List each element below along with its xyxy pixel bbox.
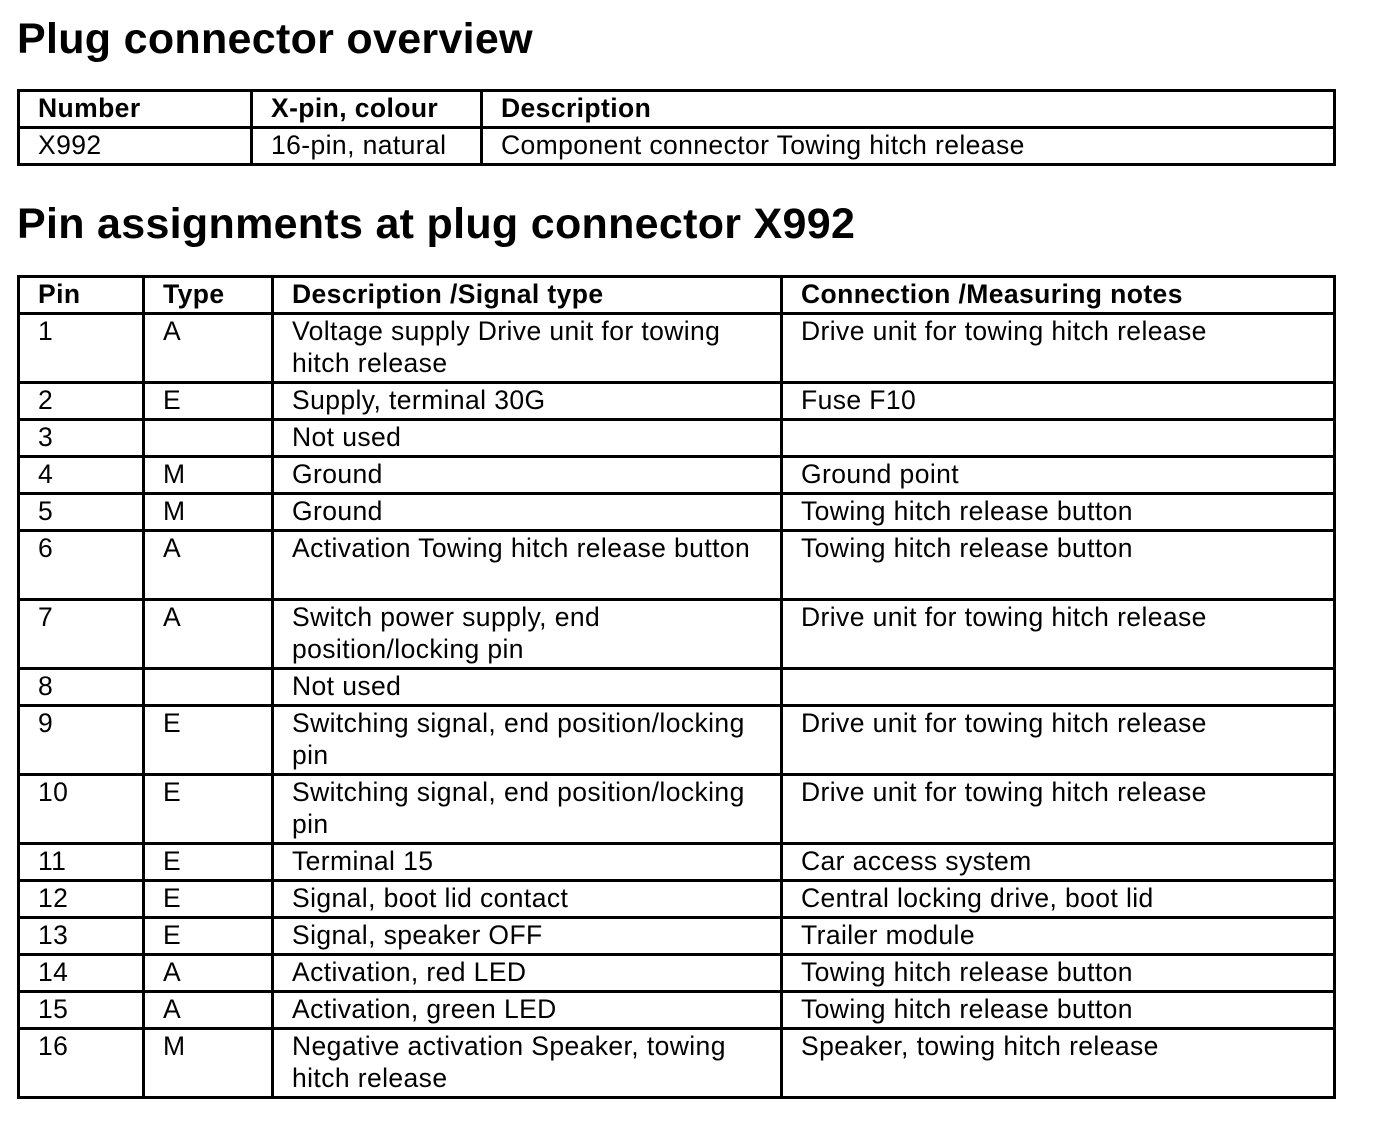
pin-description: Terminal 15 [273,844,782,881]
pin-number: 2 [19,383,144,420]
table-row [19,775,1335,844]
overview-table [17,89,1336,166]
pin-connection: Speaker, towing hitch release [782,1029,1335,1098]
pin-description: Supply, terminal 30G [273,383,782,420]
pin-number: 10 [19,775,144,844]
pin-type: M [144,457,273,494]
pin-connection: Fuse F10 [782,383,1335,420]
pin-header-type: Type [144,277,273,314]
pin-number: 1 [19,314,144,383]
pin-description: Voltage supply Drive unit for towing hitch release [273,314,782,383]
pin-connection: Drive unit for towing hitch release [782,706,1335,775]
pin-type: M [144,494,273,531]
overview-row [19,128,1335,165]
pin-type: E [144,844,273,881]
pin-connection: Drive unit for towing hitch release [782,775,1335,844]
overview-description: Component connector Towing hitch release [482,128,1335,165]
pin-description: Not used [273,669,782,706]
pin-type: E [144,918,273,955]
table-row [19,844,1335,881]
pin-type: A [144,531,273,600]
pin-number: 7 [19,600,144,669]
pin-description: Activation, red LED [273,955,782,992]
pin-type: E [144,383,273,420]
pin-header-description: Description /Signal type [273,277,782,314]
pin-connection: Central locking drive, boot lid [782,881,1335,918]
pin-type: E [144,881,273,918]
pin-description: Signal, boot lid contact [273,881,782,918]
pin-number: 4 [19,457,144,494]
table-row [19,1029,1335,1098]
pin-type: A [144,600,273,669]
pin-description: Activation Towing hitch release button [273,531,782,600]
overview-number: X992 [19,128,252,165]
overview-header-xpin: X-pin, colour [252,91,482,128]
table-row [19,706,1335,775]
overview-header-number: Number [19,91,252,128]
table-row [19,314,1335,383]
pin-number: 8 [19,669,144,706]
pin-connection: Towing hitch release button [782,531,1335,600]
table-row [19,669,1335,706]
pin-type: A [144,314,273,383]
pin-type: A [144,955,273,992]
table-row [19,600,1335,669]
pin-description: Negative activation Speaker, towing hitch release [273,1029,782,1098]
pin-description: Ground [273,494,782,531]
table-row [19,531,1335,600]
pin-number: 3 [19,420,144,457]
pin-description: Signal, speaker OFF [273,918,782,955]
pin-connection [782,669,1335,706]
pin-connection: Ground point [782,457,1335,494]
pin-number: 11 [19,844,144,881]
pin-type: A [144,992,273,1029]
table-row [19,955,1335,992]
pin-number: 5 [19,494,144,531]
pin-connection: Drive unit for towing hitch release [782,314,1335,383]
pin-connection: Towing hitch release button [782,494,1335,531]
table-row [19,992,1335,1029]
pin-connection: Drive unit for towing hitch release [782,600,1335,669]
pin-connection: Towing hitch release button [782,992,1335,1029]
pin-number: 6 [19,531,144,600]
pin-header-row [19,277,1335,314]
pin-description: Switching signal, end position/locking pin [273,775,782,844]
table-row [19,420,1335,457]
pin-header-connection: Connection /Measuring notes [782,277,1335,314]
pin-number: 12 [19,881,144,918]
pin-number: 16 [19,1029,144,1098]
pin-description: Switch power supply, end position/locking pin [273,600,782,669]
pin-type [144,669,273,706]
overview-title: Plug connector overview [17,15,533,63]
pin-connection: Car access system [782,844,1335,881]
pin-number: 15 [19,992,144,1029]
pin-header-pin: Pin [19,277,144,314]
pin-description: Not used [273,420,782,457]
overview-header-row [19,91,1335,128]
pin-description: Ground [273,457,782,494]
pin-number: 14 [19,955,144,992]
table-row [19,918,1335,955]
table-row [19,494,1335,531]
pin-type: E [144,775,273,844]
pin-number: 13 [19,918,144,955]
pin-type [144,420,273,457]
pin-type: E [144,706,273,775]
pin-type: M [144,1029,273,1098]
pin-description: Activation, green LED [273,992,782,1029]
pin-connection [782,420,1335,457]
pin-table [17,275,1336,1099]
table-row [19,383,1335,420]
overview-xpin: 16-pin, natural [252,128,482,165]
pin-connection: Towing hitch release button [782,955,1335,992]
pin-description: Switching signal, end position/locking pin [273,706,782,775]
pins-title: Pin assignments at plug connector X992 [17,200,856,248]
table-row [19,457,1335,494]
table-row [19,881,1335,918]
pin-connection: Trailer module [782,918,1335,955]
pin-number: 9 [19,706,144,775]
overview-header-description: Description [482,91,1335,128]
